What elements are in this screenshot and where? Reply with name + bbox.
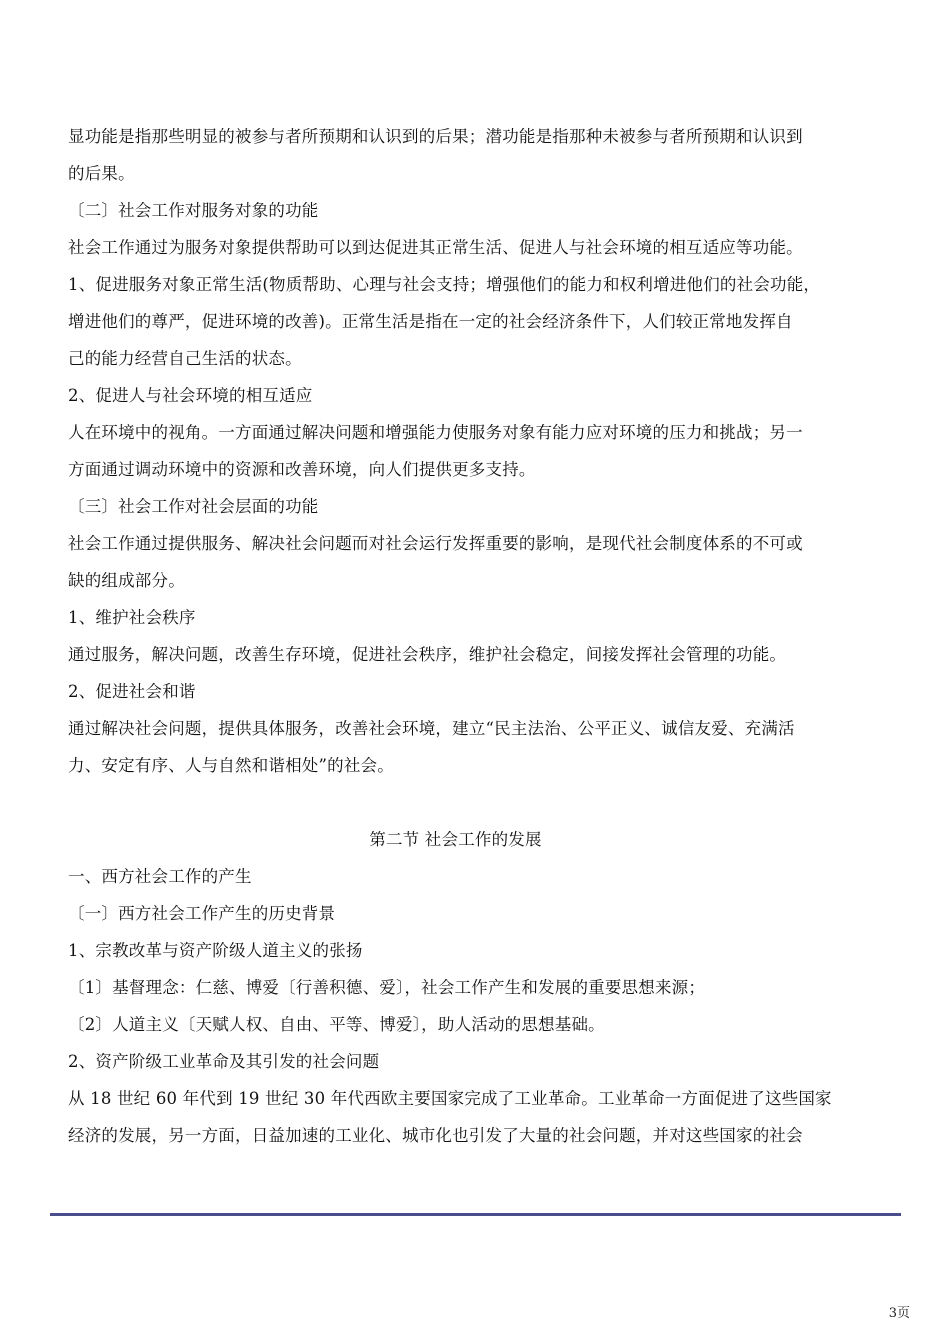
text-line: 增进他们的尊严，促进环境的改善)。正常生活是指在一定的社会经济条件下，人们较正常地发挥自: [68, 312, 793, 331]
subheading: 1、宗教改革与资产阶级人道主义的张扬: [68, 941, 363, 960]
text-line: 社会工作通过提供服务、解决社会问题而对社会运行发挥重要的影响，是现代社会制度体系的不可或: [68, 534, 803, 553]
text-line: 人在环境中的视角。一方面通过解决问题和增强能力使服务对象有能力应对环境的压力和挑战；另一: [68, 423, 803, 442]
text-line: 社会工作通过为服务对象提供帮助可以到达促进其正常生活、促进人与社会环境的相互适应等功能。: [68, 238, 803, 257]
section-title: 第二节 社会工作的发展: [369, 830, 542, 849]
text-line: 的后果。: [68, 164, 135, 183]
page-number: 3页: [888, 1306, 910, 1321]
text-line: 方面通过调动环境中的资源和改善环境，向人们提供更多支持。: [68, 460, 536, 479]
subheading: 1、维护社会秩序: [68, 608, 196, 627]
text-line: 显功能是指那些明显的被参与者所预期和认识到的后果；潜功能是指那种未被参与者所预期和认识到: [68, 127, 803, 146]
text-line: 经济的发展，另一方面，日益加速的工业化、城市化也引发了大量的社会问题，并对这些国家的社会: [68, 1126, 803, 1145]
text-line: 从 18 世纪 60 年代到 19 世纪 30 年代西欧主要国家完成了工业革命。工业革命一方面促进了这些国家: [68, 1089, 832, 1108]
text-line: 通过解决社会问题，提供具体服务，改善社会环境，建立“民主法治、公平正义、诚信友爱、充满活: [68, 719, 795, 738]
text-line: 缺的组成部分。: [68, 571, 185, 590]
document-body: [68, 118, 843, 1154]
heading: 一、西方社会工作的产生: [68, 867, 252, 886]
text-line: 1、促进服务对象正常生活(物质帮助、心理与社会支持；增强他们的能力和权利增进他们的社会功能，: [68, 275, 821, 294]
subheading: 〔二〕社会工作对服务对象的功能: [68, 201, 319, 220]
subheading: 〔一〕西方社会工作产生的历史背景: [68, 904, 336, 923]
subheading: 2、促进人与社会环境的相互适应: [68, 386, 313, 405]
text-line: 〔1〕基督理念：仁慈、博爱〔行善积德、爱〕，社会工作产生和发展的重要思想来源；: [68, 978, 706, 997]
footer-rule: [50, 1213, 901, 1216]
subheading: 2、促进社会和谐: [68, 682, 196, 701]
text-line: 己的能力经营自己生活的状态。: [68, 349, 302, 368]
text-line: 〔2〕人道主义〔天赋人权、自由、平等、博爱〕，助人活动的思想基础。: [68, 1015, 605, 1034]
subheading: 〔三〕社会工作对社会层面的功能: [68, 497, 319, 516]
subheading: 2、资产阶级工业革命及其引发的社会问题: [68, 1052, 380, 1071]
text-line: 力、安定有序、人与自然和谐相处”的社会。: [68, 756, 394, 775]
text-line: 通过服务，解决问题，改善生存环境，促进社会秩序，维护社会稳定，间接发挥社会管理的功能。: [68, 645, 787, 664]
